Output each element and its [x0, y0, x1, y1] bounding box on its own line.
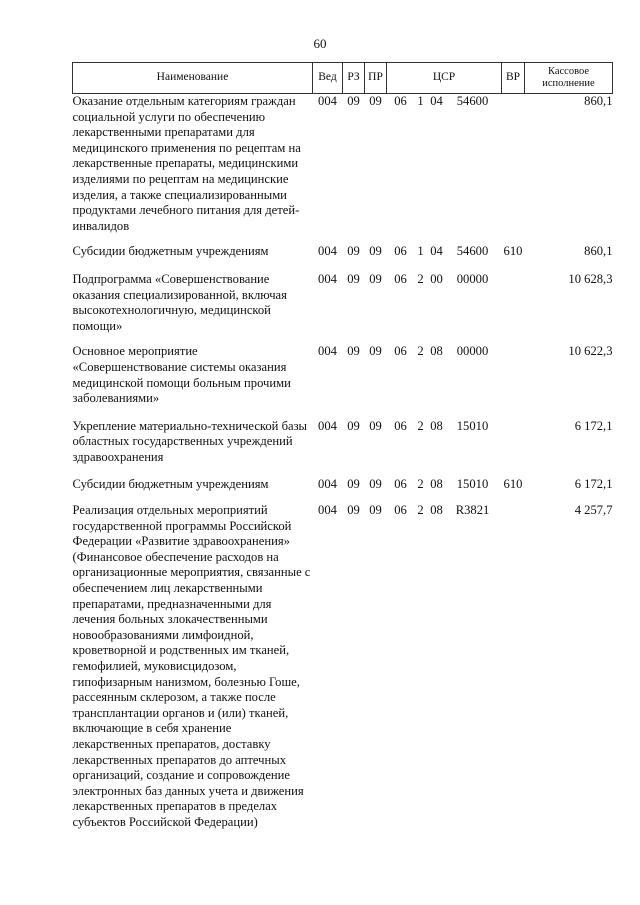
table-row — [73, 503, 613, 830]
row-csr — [387, 344, 502, 418]
row-pr: 09 — [369, 94, 382, 108]
row-rz: 09 — [347, 94, 360, 108]
csr-part: 2 — [417, 344, 424, 359]
row-sum: 6 172,1 — [574, 477, 613, 492]
column-header-rz: РЗ — [343, 63, 365, 94]
csr-part: 08 — [430, 418, 443, 433]
row-ved: 004 — [318, 244, 337, 259]
page-number: 60 — [313, 36, 327, 51]
csr-part: 08 — [430, 503, 443, 518]
csr-part: 2 — [417, 271, 424, 286]
table-header — [73, 63, 613, 94]
row-vr — [502, 344, 525, 418]
row-csr — [387, 503, 502, 830]
table-row — [73, 272, 613, 344]
row-ved: 004 — [318, 344, 337, 359]
row-vr: 610 — [503, 244, 523, 259]
row-sum: 860,1 — [584, 244, 613, 259]
row-vr: 610 — [503, 477, 523, 492]
column-header-sum: Кассовое исполнение — [525, 63, 613, 94]
row-name: Укрепление материально-технической базы областных государственных учреждений здравоохранения — [72, 418, 308, 464]
row-vr — [502, 272, 525, 344]
row-ved: 004 — [318, 94, 337, 108]
row-pr: 09 — [369, 344, 382, 359]
csr-part: 06 — [394, 503, 407, 518]
csr-part: 54600 — [456, 94, 489, 108]
csr-part: 54600 — [456, 244, 489, 259]
row-name: Субсидии бюджетным учреждениям — [72, 244, 269, 259]
row-pr: 09 — [369, 244, 382, 259]
csr-part: 1 — [417, 244, 424, 259]
csr-code — [387, 94, 502, 110]
row-vr — [502, 94, 525, 245]
row-csr — [387, 94, 502, 245]
row-sum: 10 628,3 — [568, 271, 613, 286]
row-pr: 09 — [369, 271, 382, 286]
csr-part: 00000 — [456, 344, 489, 359]
row-vr — [502, 419, 525, 478]
row-csr — [387, 272, 502, 344]
csr-part: 04 — [430, 244, 443, 259]
column-header-name: Наименование — [73, 63, 313, 94]
csr-code — [387, 272, 502, 288]
row-vr — [502, 503, 525, 830]
row-csr — [387, 477, 502, 503]
row-pr: 09 — [369, 477, 382, 492]
csr-part: 08 — [430, 477, 443, 492]
csr-part: 04 — [430, 94, 443, 108]
csr-part: 00000 — [456, 271, 489, 286]
table-row — [73, 419, 613, 478]
row-ved: 004 — [318, 418, 337, 433]
row-name: Субсидии бюджетным учреждениям — [72, 477, 269, 492]
row-rz: 09 — [347, 344, 360, 359]
table-row — [73, 477, 613, 503]
csr-part: 15010 — [456, 418, 489, 433]
row-sum: 4 257,7 — [574, 503, 613, 518]
table-row — [73, 344, 613, 418]
row-pr: 09 — [369, 418, 382, 433]
row-name: Подпрограмма «Совершенствование оказания специализированной, включая высокотехнологичную, медицинской помощи» — [72, 271, 287, 333]
column-header-pr: ПР — [365, 63, 387, 94]
row-sum: 860,1 — [584, 94, 613, 108]
csr-code — [387, 244, 502, 260]
csr-code — [387, 477, 502, 493]
csr-code — [387, 344, 502, 360]
row-csr — [387, 419, 502, 478]
row-rz: 09 — [347, 271, 360, 286]
column-header-ved: Вед — [313, 63, 343, 94]
csr-part: 2 — [417, 477, 424, 492]
csr-code — [387, 503, 502, 519]
row-rz: 09 — [347, 418, 360, 433]
column-header-csr: ЦСР — [387, 63, 502, 94]
csr-part: 08 — [430, 344, 443, 359]
row-ved: 004 — [318, 477, 337, 492]
row-name: Оказание отдельным категориям граждан социальной услуги по обеспечению лекарственными препаратами для медицинского применения по рецептам на лекарственные препараты, медицинскими изделиями по рецептам на медицинские изделия, а также специализированными продуктами лечебного питания для детей-инвалидов — [72, 94, 301, 233]
row-ved: 004 — [318, 503, 337, 518]
table-row — [73, 94, 613, 245]
csr-part: 06 — [394, 418, 407, 433]
csr-part: 06 — [394, 244, 407, 259]
row-name: Основное мероприятие «Совершенствование системы оказания медицинской помощи больным прочими заболеваниями» — [72, 344, 291, 406]
csr-part: 15010 — [456, 477, 489, 492]
csr-part: 1 — [417, 94, 424, 108]
budget-table — [72, 62, 613, 831]
csr-part: 00 — [430, 271, 443, 286]
table-body — [73, 94, 613, 831]
column-header-vr: ВР — [502, 63, 525, 94]
row-pr: 09 — [369, 503, 382, 518]
row-name: Реализация отдельных мероприятий государственной программы Российской Федерации «Развитие здравоохранения» (Финансовое обеспечение расходов на организационные мероприятия, связанные с обеспечением лиц лекарственными препаратами, предназначенными для лечения больных злокачественными новообразованиями лимфоидной, кроветворной и родственных им тканей, гемофилией, муковисцидозом, гипофизарным нанизмом, болезнью Гоше, рассеянным склерозом, а также после трансплантации органов и (или) тканей, включающие в себя хранение лекарственных препаратов, доставку лекарственных препаратов до аптечных организаций, создание и сопровождение электронных баз данных учета и движения лекарственных препаратов в пределах субъектов Российской Федерации) — [72, 503, 311, 829]
csr-part: 06 — [394, 477, 407, 492]
csr-part: 06 — [394, 94, 407, 108]
row-ved: 004 — [318, 271, 337, 286]
row-rz: 09 — [347, 477, 360, 492]
csr-part: 06 — [394, 344, 407, 359]
row-rz: 09 — [347, 244, 360, 259]
csr-part: 2 — [417, 503, 424, 518]
csr-part: 06 — [394, 271, 407, 286]
csr-part: 2 — [417, 418, 424, 433]
row-csr — [387, 244, 502, 272]
row-sum: 10 622,3 — [568, 344, 613, 359]
row-rz: 09 — [347, 503, 360, 518]
csr-part: R3821 — [455, 503, 490, 518]
table-row — [73, 244, 613, 272]
csr-code — [387, 419, 502, 435]
row-sum: 6 172,1 — [574, 418, 613, 433]
